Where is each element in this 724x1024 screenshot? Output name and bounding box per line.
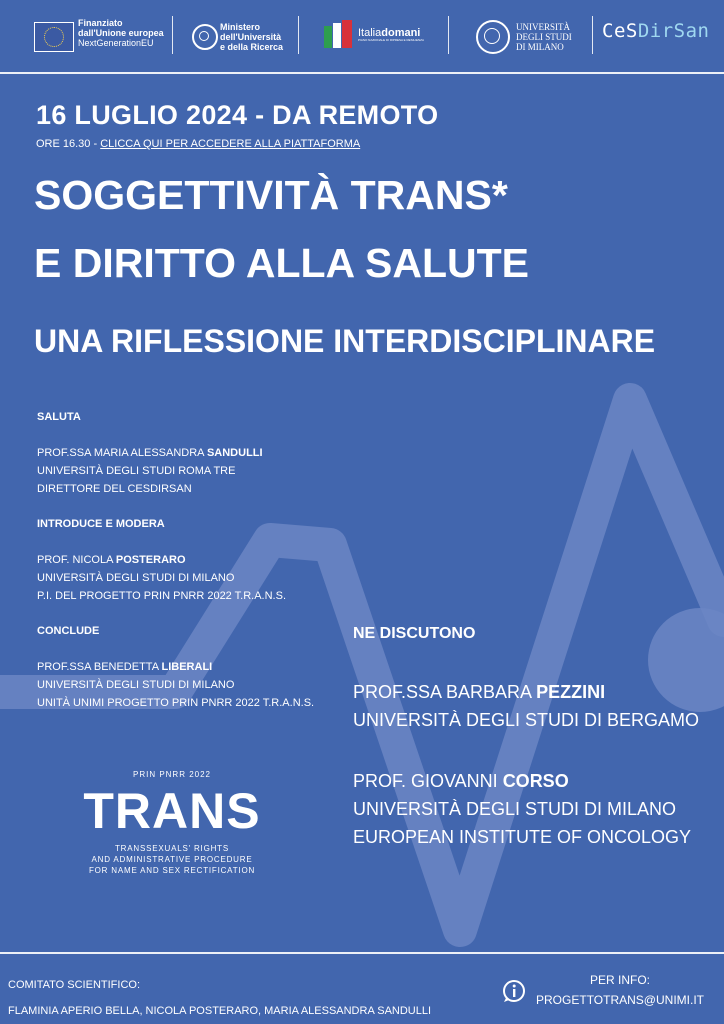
info-label: PER INFO: <box>589 973 650 987</box>
eu-funding-text: Finanziato dall'Unione europea NextGenerationEU <box>78 18 164 48</box>
trans-logo-wordmark: TRANS <box>83 783 261 839</box>
italia-domani-text: Italiadomani PIANO NAZIONALE DI RIPRESA E RESILIENZA <box>358 27 425 42</box>
program-conclude <box>37 622 314 712</box>
logo-header <box>0 0 724 74</box>
trans-logo-description: TRANSSEXUALS' RIGHTS AND ADMINISTRATIVE PROCEDURE FOR NAME AND SEX RECTIFICATION <box>88 844 256 875</box>
platform-access-link[interactable]: CLICCA QUI PER ACCEDERE ALLA PIATTAFORMA <box>100 138 361 150</box>
speaker-institute: EUROPEAN INSTITUTE OF ONCOLOGY <box>353 827 692 847</box>
speaker-name: PROF.SSA MARIA ALESSANDRA SANDULLI <box>37 447 263 459</box>
committee-label: COMITATO SCIENTIFICO: <box>8 979 140 991</box>
discussion-heading: NE DISCUTONO <box>353 625 476 642</box>
logo-divider <box>298 16 299 54</box>
trans-logo-program: PRIN PNRR 2022 <box>132 770 212 779</box>
speaker-name: PROF. NICOLA POSTERARO <box>37 554 186 566</box>
program-heading: CONCLUDE <box>37 625 100 637</box>
cesdirsan-logo: CeSDirSan <box>602 20 710 42</box>
speaker-affiliation: UNIVERSITÀ DEGLI STUDI DI BERGAMO <box>353 710 700 730</box>
event-title-line2: E DIRITTO ALLA SALUTE <box>34 240 530 286</box>
scientific-committee <box>8 972 431 1024</box>
speaker-affiliation: UNIVERSITÀ DEGLI STUDI ROMA TRE <box>37 465 236 477</box>
eu-flag-icon <box>34 22 74 52</box>
program-heading: INTRODUCE E MODERA <box>37 518 165 530</box>
ministry-text: Ministero dell'Università e della Ricerca <box>220 22 284 52</box>
italia-domani-mark-icon <box>322 20 354 52</box>
discussant-corso <box>353 767 691 851</box>
contact-email[interactable]: PROGETTOTRANS@UNIMI.IT <box>536 993 704 1007</box>
program-heading: SALUTA <box>37 411 81 423</box>
program-introduce <box>37 515 286 605</box>
event-subtitle: UNA RIFLESSIONE INTERDISCIPLINARE <box>34 323 656 359</box>
program-saluta <box>37 408 263 498</box>
event-time-line: ORE 16.30 - CLICCA QUI PER ACCEDERE ALLA PIATTAFORMA <box>36 138 361 150</box>
logo-divider <box>448 16 449 54</box>
event-date: 16 LUGLIO 2024 - DA REMOTO <box>36 100 439 130</box>
logo-divider <box>172 16 173 54</box>
event-title-line1: SOGGETTIVITÀ TRANS* <box>34 172 508 218</box>
speaker-name: PROF.SSA BENEDETTA LIBERALI <box>37 661 213 673</box>
speaker-role: UNITÀ UNIMI PROGETTO PRIN PNRR 2022 T.R.A.N.S. <box>37 697 315 709</box>
trans-project-logo <box>72 770 272 876</box>
contact-info <box>530 970 710 1010</box>
speaker-affiliation: UNIVERSITÀ DEGLI STUDI DI MILANO <box>353 799 677 819</box>
logo-divider <box>592 16 593 54</box>
discussant-pezzini <box>353 678 699 734</box>
speaker-role: P.I. DEL PROGETTO PRIN PNRR 2022 T.R.A.N.S. <box>37 590 287 602</box>
speaker-affiliation: UNIVERSITÀ DEGLI STUDI DI MILANO <box>37 572 235 584</box>
unimi-text: UNIVERSITÀ DEGLI STUDI DI MILANO <box>516 22 572 52</box>
info-icon <box>502 979 526 1003</box>
footer-divider <box>0 952 724 954</box>
unimi-seal-icon <box>476 20 510 54</box>
speaker-name: PROF.SSA BARBARA PEZZINI <box>353 682 606 702</box>
speaker-name: PROF. GIOVANNI CORSO <box>353 771 569 791</box>
speaker-role: DIRETTORE DEL CESDIRSAN <box>37 483 192 495</box>
speaker-affiliation: UNIVERSITÀ DEGLI STUDI DI MILANO <box>37 679 235 691</box>
ministry-emblem-icon <box>192 24 218 50</box>
committee-names: FLAMINIA APERIO BELLA, NICOLA POSTERARO, MARIA ALESSANDRA SANDULLI <box>8 1005 432 1017</box>
